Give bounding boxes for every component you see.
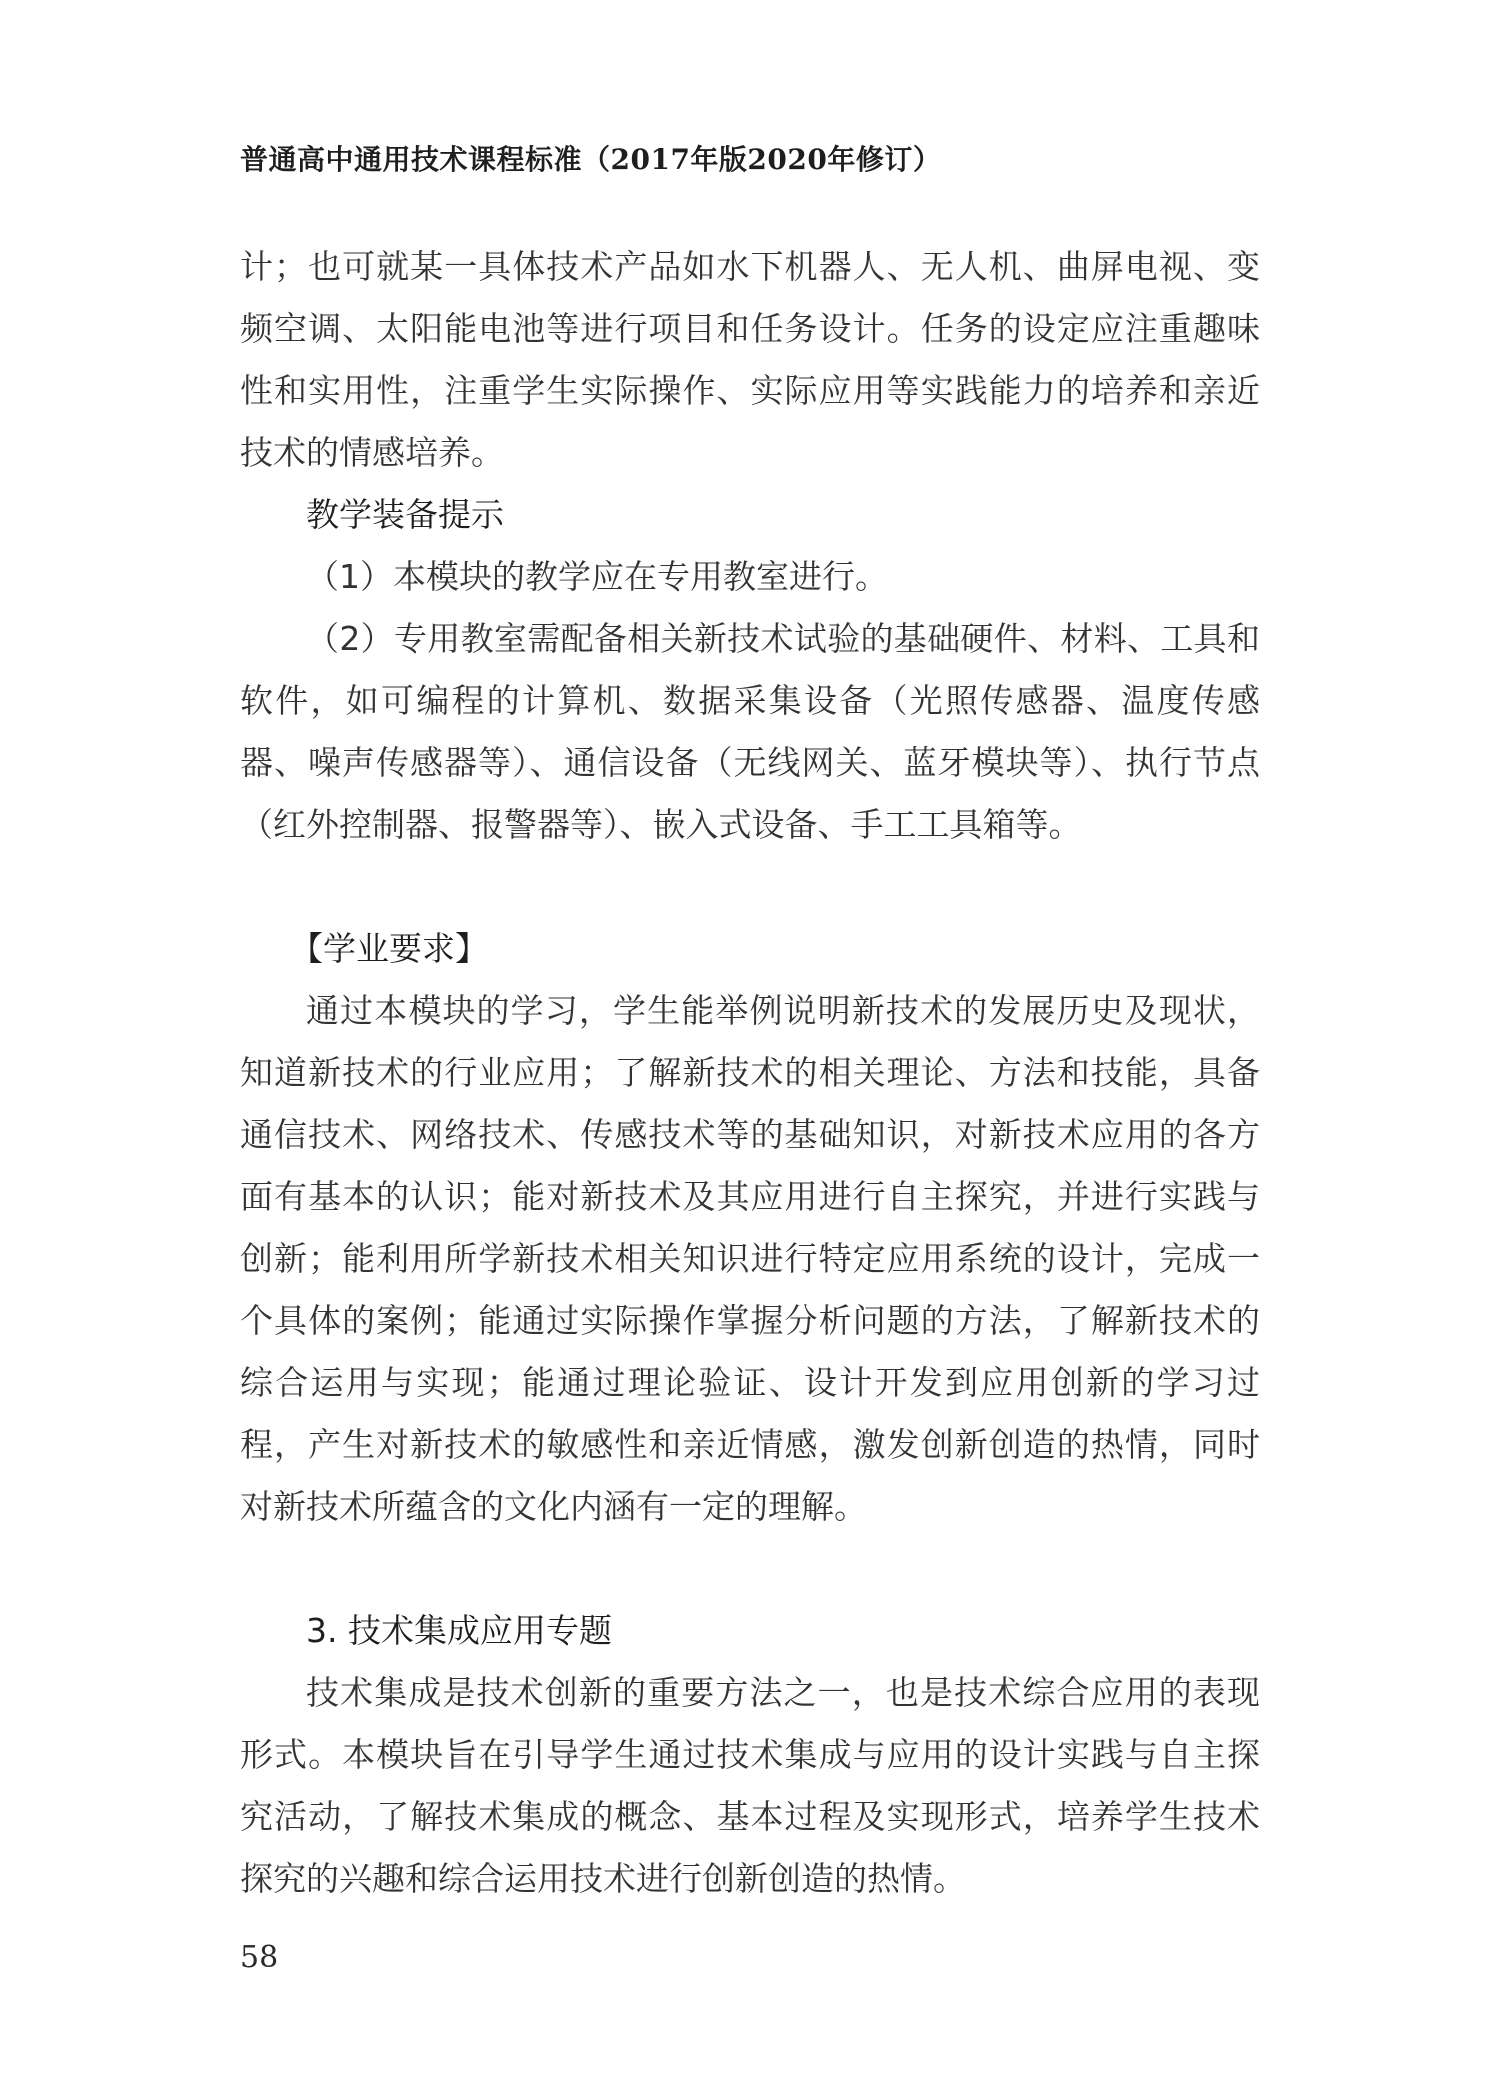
body-text [240,236,1260,1910]
paragraph-continuation: 计；也可就某一具体技术产品如水下机器人、无人机、曲屏电视、变频空调、太阳能电池等进行项目和任务设计。任务的设定应注重趣味性和实用性，注重学生实际操作、实际应用等实践能力的培养和亲近技术的情感培养。 [240,247,1260,472]
academic-requirements-heading: 【学业要求】 [290,929,488,968]
equipment-item-2: （2）专用教室需配备相关新技术试验的基础硬件、材料、工具和软件，如可编程的计算机、数据采集设备（光照传感器、温度传感器、噪声传感器等）、通信设备（无线网关、蓝牙模块等）、执行节点（红外控制器、报警器等）、嵌入式设备、手工工具箱等。 [240,619,1260,844]
section-gap [240,1538,1260,1600]
academic-requirements-text: 通过本模块的学习，学生能举例说明新技术的发展历史及现状，知道新技术的行业应用；了解新技术的相关理论、方法和技能，具备通信技术、网络技术、传感技术等的基础知识，对新技术应用的各方面有基本的认识；能对新技术及其应用进行自主探究，并进行实践与创新；能利用所学新技术相关知识进行特定应用系统的设计，完成一个具体的案例；能通过实际操作掌握分析问题的方法，了解新技术的综合运用与实现；能通过理论验证、设计开发到应用创新的学习过程，产生对新技术的敏感性和亲近情感，激发创新创造的热情，同时对新技术所蕴含的文化内涵有一定的理解。 [240,991,1260,1526]
equipment-item-1: （1）本模块的教学应在专用教室进行。 [306,557,888,596]
section-gap [240,856,1260,918]
page-number: 58 [240,1940,279,1975]
running-header: 普通高中通用技术课程标准（2017年版2020年修订） [240,143,942,176]
equipment-tips-title: 教学装备提示 [306,495,504,534]
section-3-heading: 3. 技术集成应用专题 [306,1611,612,1650]
section-3-text: 技术集成是技术创新的重要方法之一，也是技术综合应用的表现形式。本模块旨在引导学生通过技术集成与应用的设计实践与自主探究活动，了解技术集成的概念、基本过程及实现形式，培养学生技术探究的兴趣和综合运用技术进行创新创造的热情。 [240,1673,1260,1898]
